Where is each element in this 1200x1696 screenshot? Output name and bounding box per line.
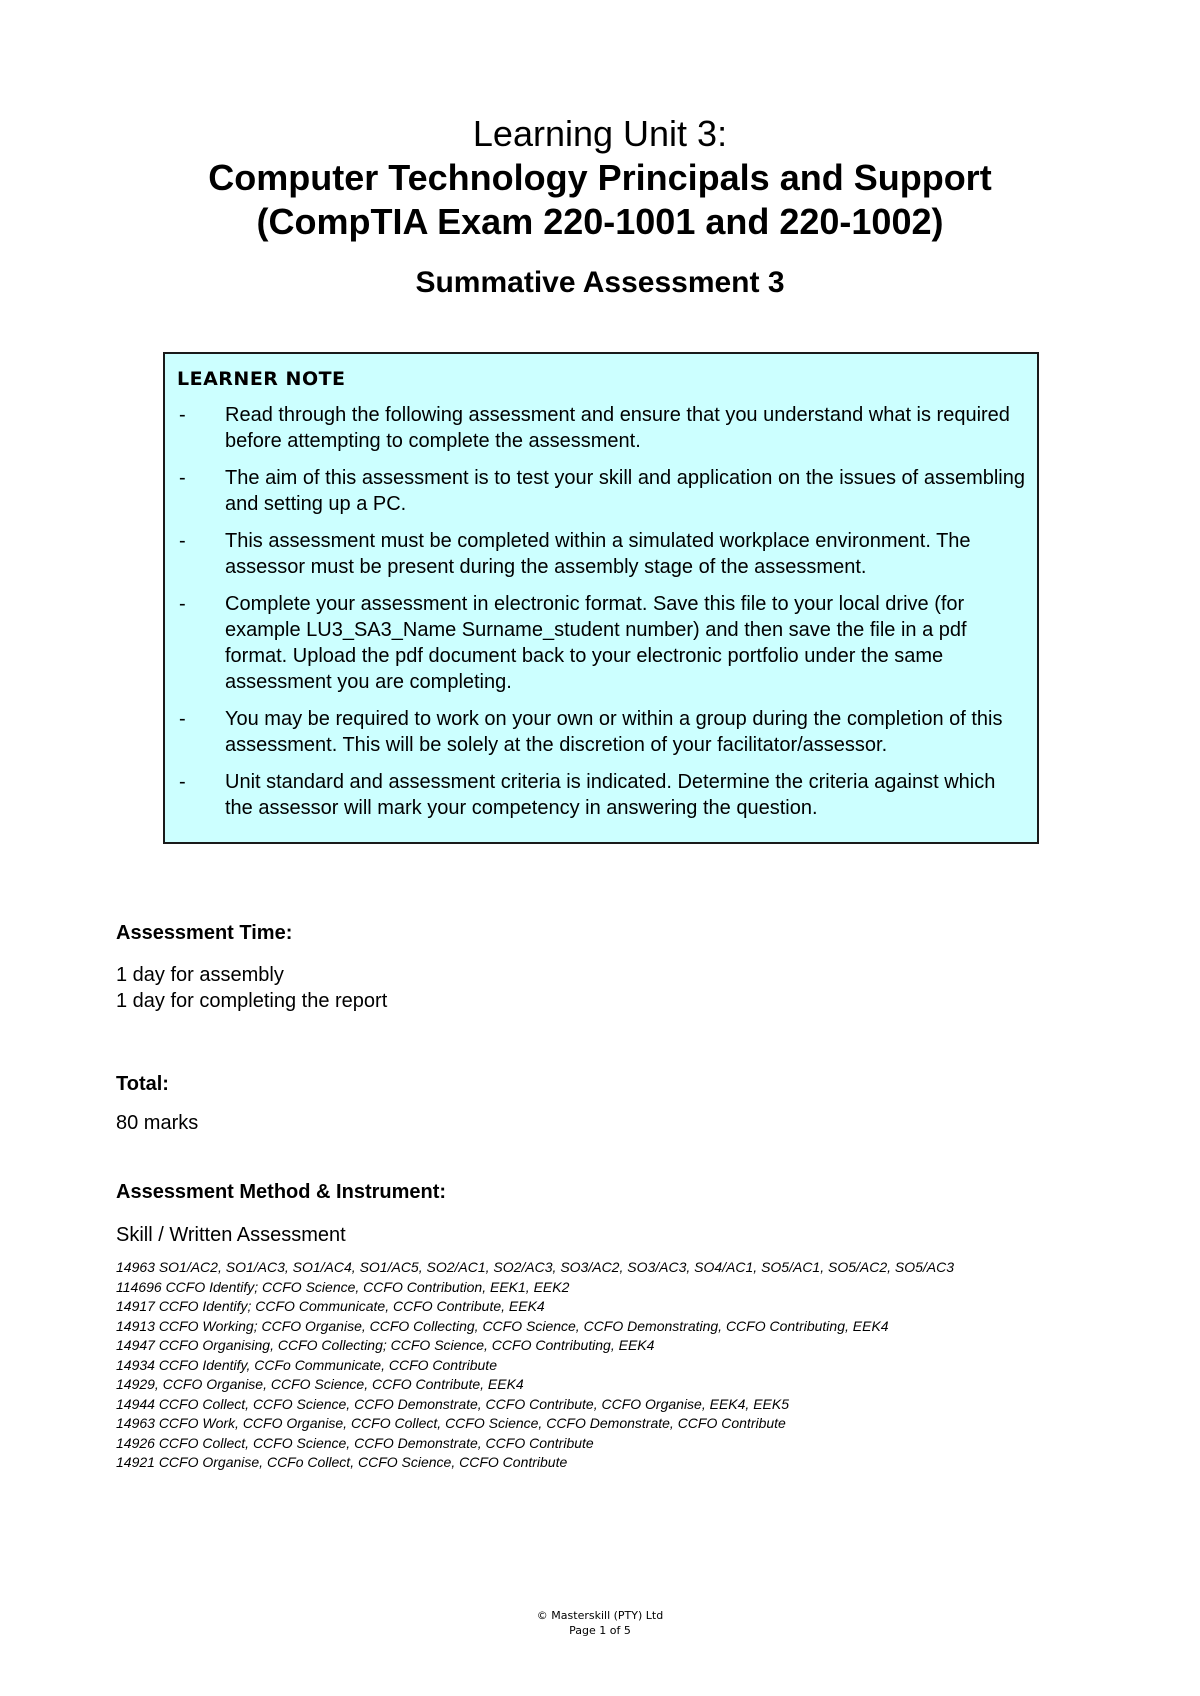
assessment-time-line: 1 day for assembly: [116, 964, 284, 986]
bullet-dash: -: [179, 593, 186, 615]
criteria-line: 14944 CCFO Collect, CCFO Science, CCFO Demonstrate, CCFO Contribute, CCFO Organise, EEK4, EEK5: [116, 1395, 789, 1412]
copyright-text: © Masterskill (PTY) Ltd: [536, 1609, 664, 1622]
learner-note-heading: LEARNER NOTE: [177, 368, 346, 390]
criteria-line: 14963 SO1/AC2, SO1/AC3, SO1/AC4, SO1/AC5, SO2/AC1, SO2/AC3, SO3/AC2, SO3/AC3, SO4/AC1, SO5/AC1, SO5/AC2, SO5/AC3: [116, 1259, 955, 1275]
page-footer: [0, 1608, 1200, 1638]
subtitle: Summative Assessment 3: [415, 266, 785, 299]
criteria-line: 114696 CCFO Identify; CCFO Science, CCFO Contribution, EEK1, EEK2: [116, 1278, 570, 1295]
assessment-time-line: 1 day for completing the report: [116, 990, 388, 1012]
criteria-line: 14913 CCFO Working; CCFO Organise, CCFO Collecting, CCFO Science, CCFO Demonstrating, CCFO Contributing, EEK4: [116, 1317, 889, 1334]
learner-note-text: Complete your assessment in electronic format. Save this file to your local drive (for example LU3_SA3_Name Surname_student number) and then save the file in a pdf format. Upload the pdf document back to your electronic portfolio under the same assessment you are completing.: [225, 593, 967, 693]
assessment-time-label: Assessment Time:: [116, 922, 293, 944]
unit-standard-criteria: [116, 1258, 1116, 1473]
learner-note-item: [177, 591, 1025, 695]
title-line-3: (CompTIA Exam 220-1001 and 220-1002): [256, 201, 944, 242]
learner-note-item: [177, 528, 1025, 580]
title-line-1: Learning Unit 3:: [472, 113, 728, 154]
learner-note-item: [177, 402, 1025, 454]
bullet-dash: -: [179, 530, 186, 552]
learner-note-text: This assessment must be completed within a simulated workplace environment. The assessor must be present during the assembly stage of the assessment.: [225, 530, 971, 578]
learner-note-item: [177, 465, 1025, 517]
criteria-line: 14947 CCFO Organising, CCFO Collecting; CCFO Science, CCFO Contributing, EEK4: [116, 1337, 655, 1353]
criteria-line: 14917 CCFO Identify; CCFO Communicate, CCFO Contribute, EEK4: [116, 1298, 545, 1314]
bullet-dash: -: [179, 467, 186, 489]
learner-note-list: [177, 402, 1025, 821]
bullet-dash: -: [179, 404, 186, 426]
criteria-line: 14921 CCFO Organise, CCFo Collect, CCFO Science, CCFO Contribute: [116, 1454, 568, 1470]
learner-note-text: The aim of this assessment is to test your skill and application on the issues of assembling and setting up a PC.: [225, 467, 1025, 515]
learner-note-item: [177, 769, 1025, 821]
total-value: 80 marks: [116, 1112, 199, 1134]
learner-note-box: [163, 352, 1039, 844]
bullet-dash: -: [179, 708, 186, 730]
page-number: Page 1 of 5: [569, 1624, 631, 1637]
criteria-line: 14963 CCFO Work, CCFO Organise, CCFO Collect, CCFO Science, CCFO Demonstrate, CCFO Contribute: [116, 1415, 786, 1431]
criteria-line: 14929, CCFO Organise, CCFO Science, CCFO Contribute, EEK4: [116, 1376, 524, 1392]
learner-note-text: Unit standard and assessment criteria is indicated. Determine the criteria against which the assessor will mark your competency in answering the question.: [225, 771, 996, 819]
learner-note-text: Read through the following assessment and ensure that you understand what is required before attempting to complete the assessment.: [225, 404, 1010, 452]
method-label: Assessment Method & Instrument:: [116, 1181, 447, 1203]
document-title: [0, 112, 1200, 244]
bullet-dash: -: [179, 771, 186, 793]
learner-note-text: You may be required to work on your own or within a group during the completion of this assessment. This will be solely at the discretion of your facilitator/assessor.: [225, 708, 1003, 756]
learner-note-item: [177, 706, 1025, 758]
method-value: Skill / Written Assessment: [116, 1224, 346, 1246]
criteria-line: 14934 CCFO Identify, CCFo Communicate, CCFO Contribute: [116, 1356, 497, 1373]
criteria-line: 14926 CCFO Collect, CCFO Science, CCFO Demonstrate, CCFO Contribute: [116, 1434, 594, 1451]
title-line-2: Computer Technology Principals and Support: [208, 157, 992, 198]
total-label: Total:: [116, 1073, 169, 1095]
